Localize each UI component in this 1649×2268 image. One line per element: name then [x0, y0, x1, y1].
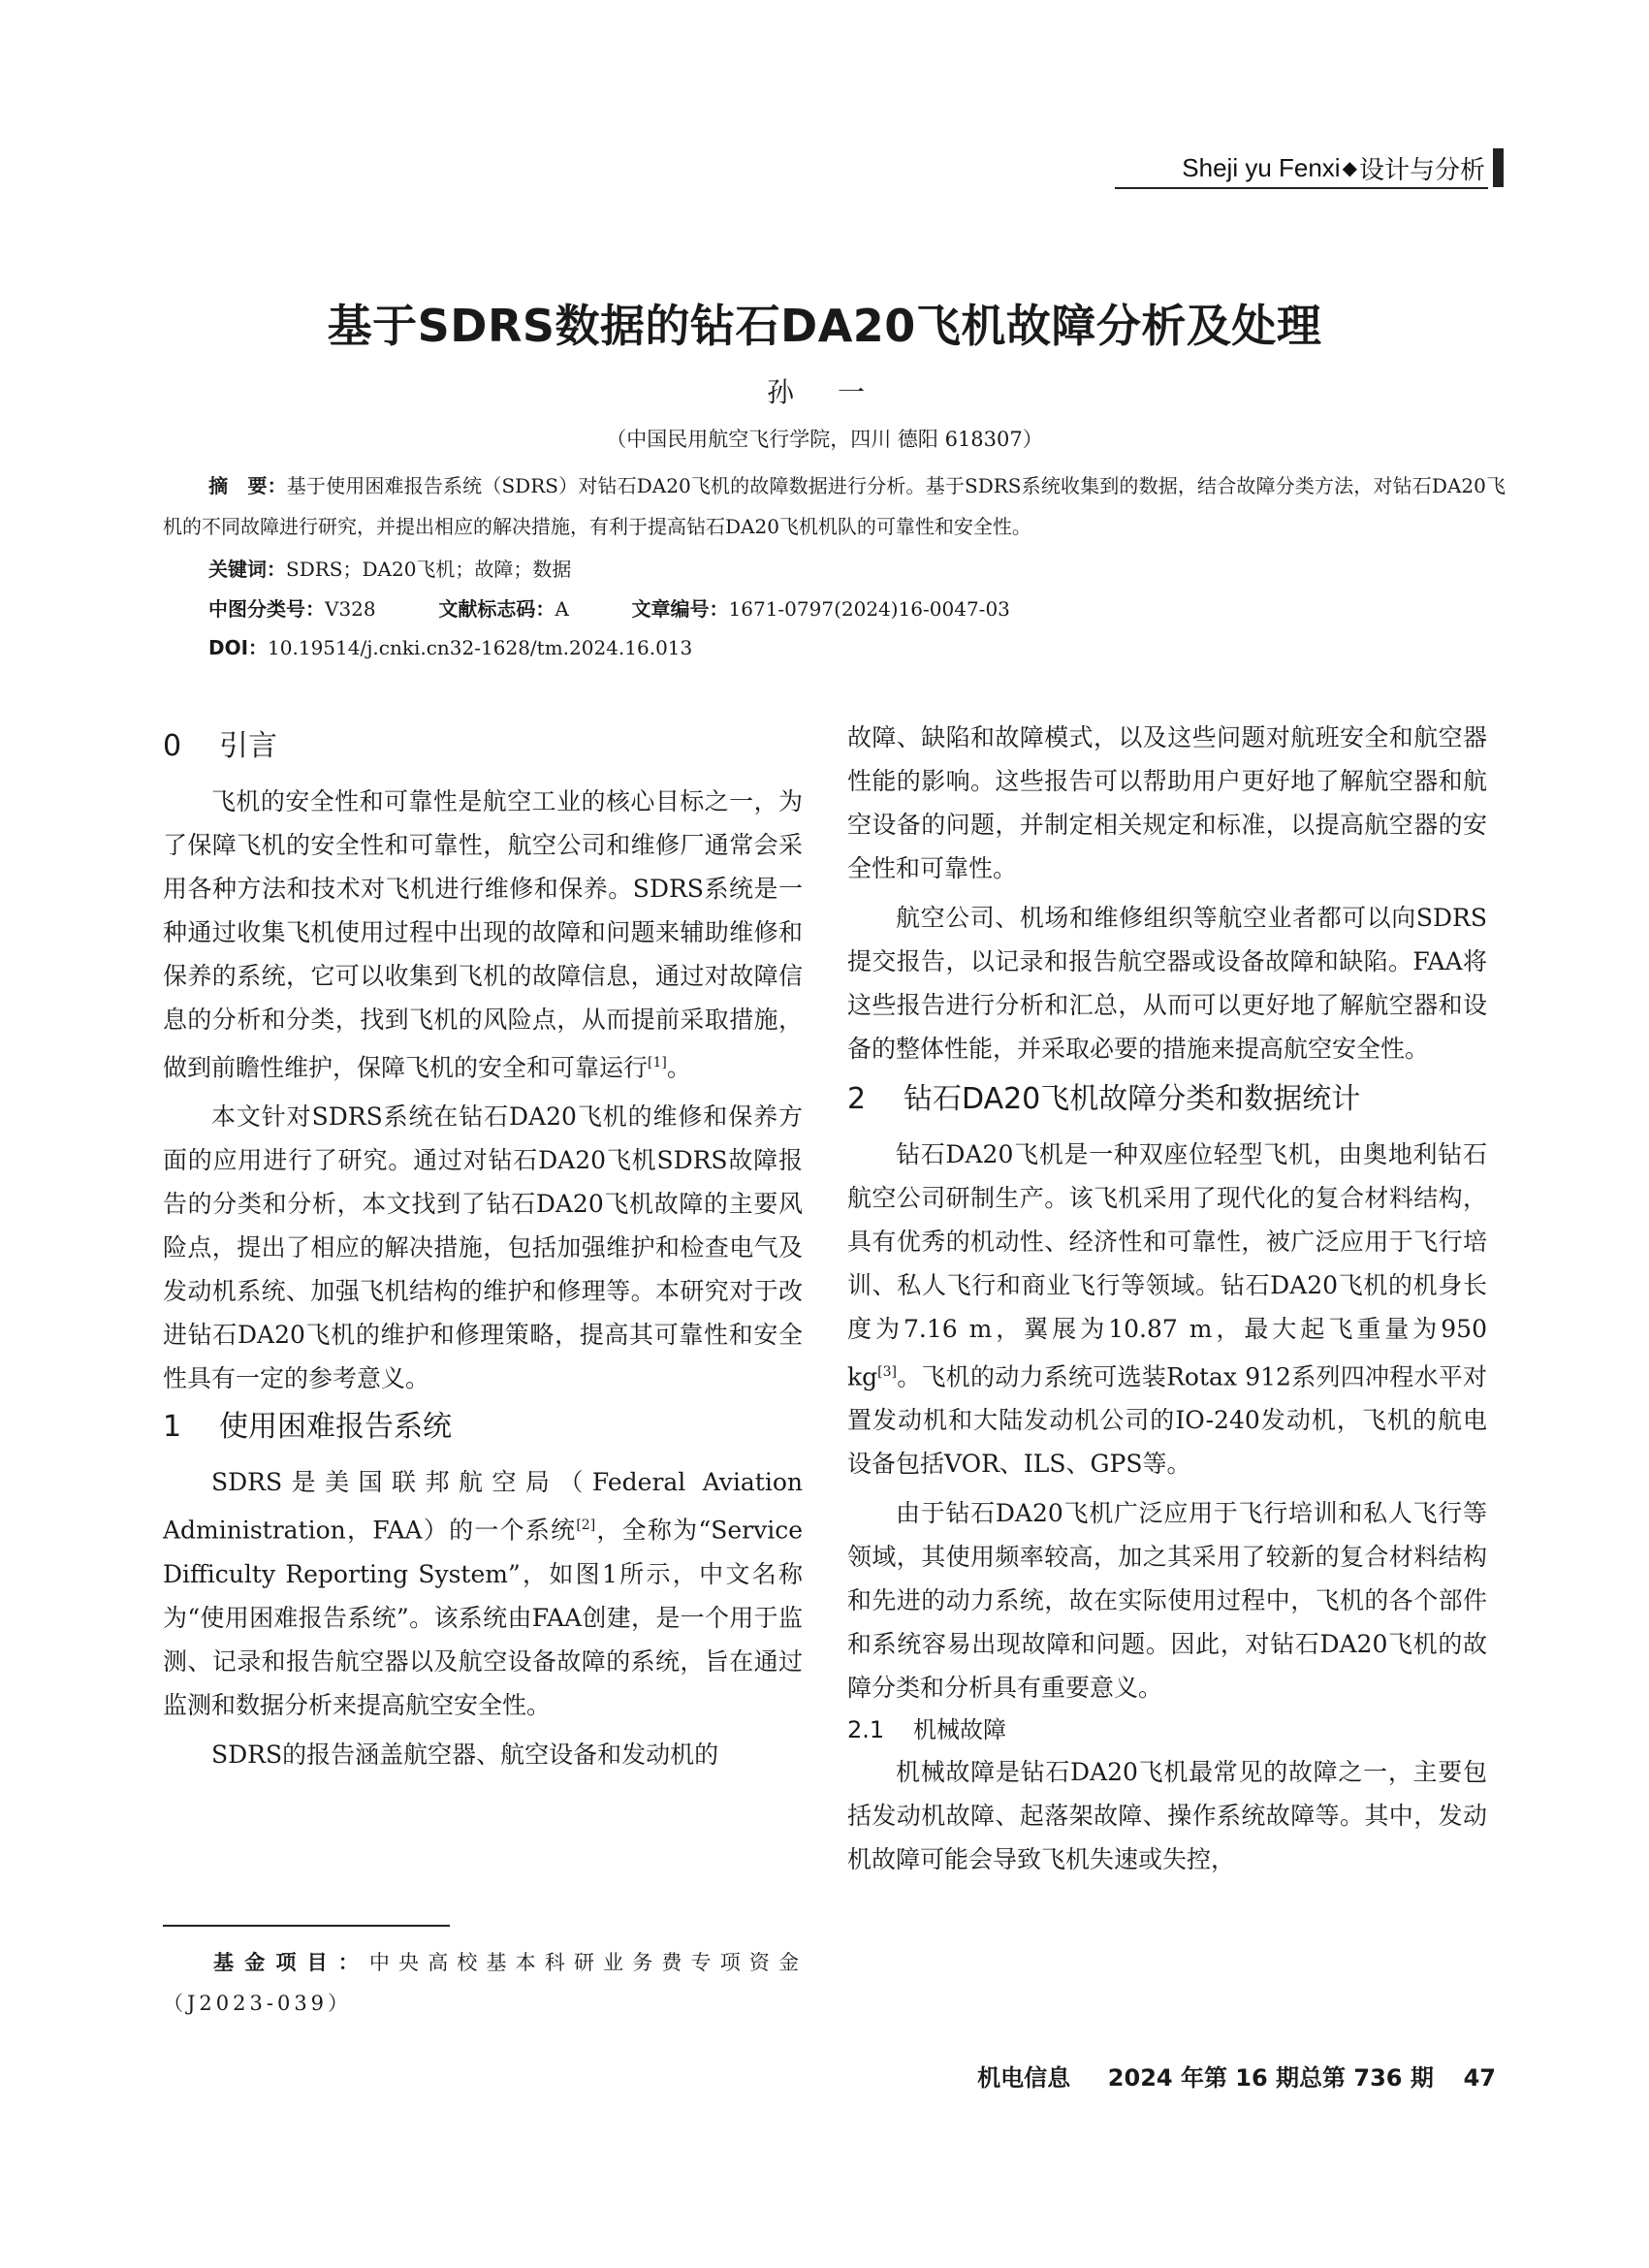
keywords-label: 关键词： [208, 558, 286, 581]
paragraph: 本文针对SDRS系统在钻石DA20飞机的维修和保养方面的应用进行了研究。通过对钻石DA20飞机SDRS故障报告的分类和分析，本文找到了钻石DA20飞机故障的主要风险点，提出了相应的解决措施，包括加强维护和检查电气及发动机系统、加强飞机结构的维护和修理等。本研究对于改进钻石DA20飞机的维护和修理策略，提高其可靠性和安全性具有一定的参考意义。 [163, 1102, 803, 1393]
section-heading-0: 0 引言 [163, 729, 277, 763]
doi-line [208, 632, 692, 660]
clc-value: V328 [325, 597, 376, 621]
keywords-text: SDRS；DA20飞机；故障；数据 [286, 558, 572, 581]
paragraph: 飞机的安全性和可靠性是航空工业的核心目标之一，为了保障飞机的安全性和可靠性，航空公司和维修厂通常会采用各种方法和技术对飞机进行维修和保养。SDRS系统是一种通过收集飞机使用过程中出现的故障和问题来辅助维修和保养的系统，它可以收集到飞机的故障信息，通过对故障信息的分析和分类，找到飞机的风险点，从而提前采取措施，做到前瞻性维护，保障飞机的安全和可靠运行[1]。 [163, 787, 803, 1082]
doc-code-label: 文献标志码： [438, 597, 555, 621]
article-number-label: 文章编号： [631, 597, 729, 621]
section-name: 设计与分析 [1358, 155, 1485, 185]
running-header [1182, 148, 1504, 187]
citation: [1] [648, 1055, 667, 1070]
right-column [847, 716, 1487, 1881]
article-number-value: 1671-0797(2024)16-0047-03 [728, 597, 1010, 621]
diamond-separator-icon: ◆ [1342, 157, 1357, 179]
doc-code-value: A [555, 597, 569, 621]
citation: [3] [877, 1364, 897, 1380]
paragraph: 航空公司、机场和维修组织等航空业者都可以向SDRS提交报告，以记录和报告航空器或设备故障和缺陷。FAA将这些报告进行分析和汇总，从而可以更好地了解航空器和设备的整体性能，并采取必要的措施来提高航空安全性。 [847, 904, 1487, 1063]
funding-label: 基金项目： [208, 1951, 369, 1974]
subsection-heading-2-1: 2.1 机械故障 [847, 1716, 1006, 1744]
left-column [163, 716, 803, 1776]
clc-label: 中图分类号： [208, 597, 325, 621]
classification-line [208, 593, 1010, 622]
doi-label: DOI： [208, 636, 269, 659]
abstract-label: 摘 要： [208, 474, 287, 497]
abstract [163, 465, 1506, 547]
keywords [208, 554, 571, 582]
paragraph: 由于钻石DA20飞机广泛应用于飞行培训和私人飞行等领域，其使用频率较高，加之其采用了较新的复合材料结构和先进的动力系统，故在实际使用过程中，飞机的各个部件和系统容易出现故障和问题。因此，对钻石DA20飞机的故障分类和分析具有重要意义。 [847, 1499, 1487, 1703]
footer-journal: 机电信息 [977, 2064, 1071, 2092]
header-bar-marker [1493, 148, 1504, 187]
funding-text: 中央高校基本科研业务费专项资金（J2023-039） [163, 1951, 804, 2015]
page-footer [977, 2059, 1496, 2092]
author: 孙 一 [767, 376, 882, 408]
abstract-text: 基于使用困难报告系统（SDRS）对钻石DA20飞机的故障数据进行分析。基于SDRS系统收集到的数据，结合故障分类方法，对钻石DA20飞机的不同故障进行研究，并提出相应的解决措施，有利于提高钻石DA20飞机机队的可靠性和安全性。 [163, 474, 1506, 538]
section-heading-2: 2 钻石DA20飞机故障分类和数据统计 [847, 1082, 1361, 1116]
page-number: 47 [1463, 2064, 1496, 2092]
footer-issue: 2024 年第 16 期总第 736 期 [1107, 2064, 1434, 2092]
paragraph: 故障、缺陷和故障模式，以及这些问题对航班安全和航空器性能的影响。这些报告可以帮助用户更好地了解航空器和航空设备的问题，并制定相关规定和标准，以提高航空器的安全性和可靠性。 [847, 723, 1487, 882]
paragraph: 机械故障是钻石DA20飞机最常见的故障之一，主要包括发动机故障、起落架故障、操作系统故障等。其中，发动机故障可能会导致飞机失速或失控， [847, 1758, 1487, 1874]
footnote-rule [163, 1925, 450, 1927]
affiliation: （中国民用航空飞行学院，四川 德阳 618307） [606, 428, 1043, 451]
funding-note [163, 1942, 803, 2024]
journal-pinyin: Sheji yu Fenxi [1182, 152, 1341, 182]
citation: [2] [576, 1517, 596, 1534]
section-heading-1: 1 使用困难报告系统 [163, 1410, 452, 1445]
paragraph: SDRS是美国联邦航空局（Federal Aviation Administration，FAA）的一个系统[2]，全称为“Service Difficulty Reporting System”，如图1所示，中文名称为“使用困难报告系统”。该系统由FAA创建，是一个用于监测、记录和报告航空器以及航空设备故障的系统，旨在通过监测和数据分析来提高航空安全性。 [163, 1468, 803, 1719]
paragraph: SDRS的报告涵盖航空器、航空设备和发动机的 [211, 1740, 719, 1769]
doi-value: 10.19514/j.cnki.cn32-1628/tm.2024.16.013 [268, 636, 693, 659]
paper-title: 基于SDRS数据的钻石DA20飞机故障分析及处理 [327, 300, 1322, 352]
header-rule [1115, 187, 1488, 189]
paragraph: 钻石DA20飞机是一种双座位轻型飞机，由奥地利钻石航空公司研制生产。该飞机采用了现代化的复合材料结构，具有优秀的机动性、经济性和可靠性，被广泛应用于飞行培训、私人飞行和商业飞行等领域。钻石DA20飞机的机身长度为7.16 m，翼展为10.87 m，最大起飞重量为950 kg[3]。飞机的动力系统可选装Rotax 912系列四冲程水平对置发动机和大陆发动机公司的IO-240发动机，飞机的航电设备包括VOR、ILS、GPS等。 [847, 1140, 1487, 1479]
